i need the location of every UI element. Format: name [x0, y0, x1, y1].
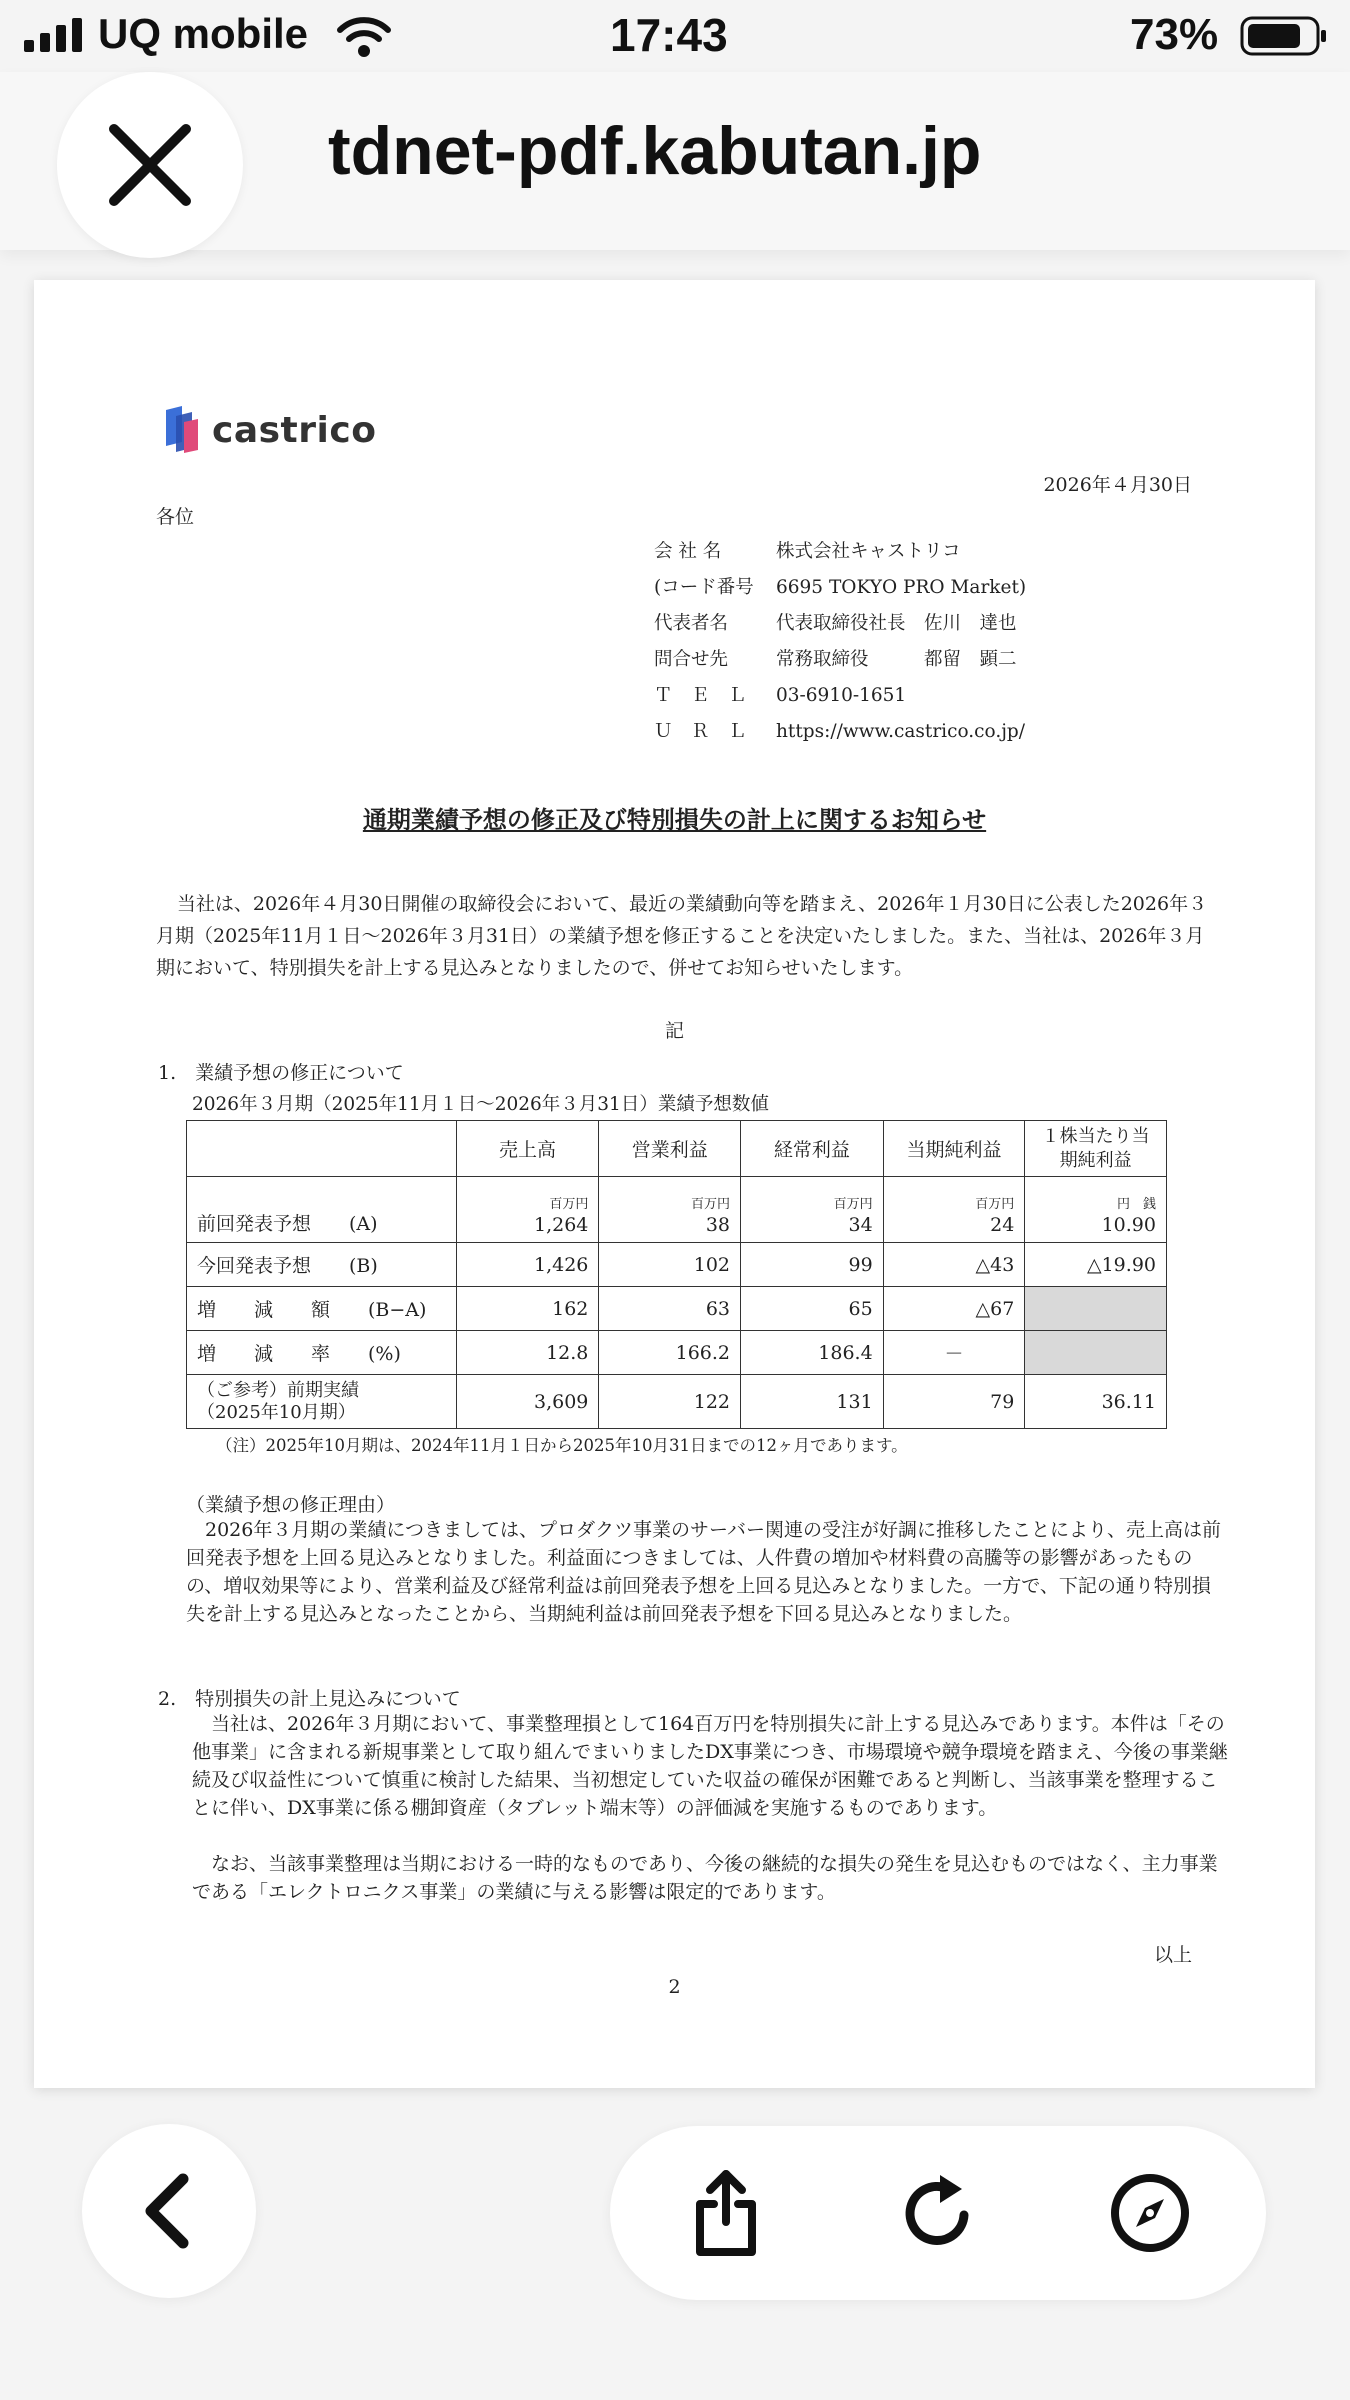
unit-label: 百万円: [549, 1197, 589, 1212]
table-header: 売上高: [456, 1121, 599, 1177]
table-row: [187, 1287, 1167, 1331]
battery-icon: [1240, 16, 1328, 56]
safari-button[interactable]: [1100, 2163, 1200, 2263]
share-button[interactable]: [676, 2163, 776, 2263]
pdf-page[interactable]: [34, 280, 1315, 2088]
company-value: 6695 TOKYO PRO Market): [776, 577, 1027, 598]
table-header: [187, 1121, 457, 1177]
back-icon: [139, 2171, 199, 2251]
closing-mark: 以上: [1153, 1944, 1192, 1966]
table-cell-shaded: [1025, 1331, 1167, 1375]
compass-icon: [1108, 2171, 1192, 2255]
table-note: （注）2025年10月期は、2024年11月１日から2025年10月31日までの12ヶ月であります。: [216, 1436, 908, 1455]
company-info: [654, 534, 1026, 750]
table-cell-shaded: [1025, 1287, 1167, 1331]
page-url: tdnet-pdf.kabutan.jp: [328, 113, 982, 189]
share-icon: [686, 2168, 766, 2258]
cell-value: 34: [848, 1214, 873, 1236]
close-icon: [108, 123, 192, 207]
back-button[interactable]: [82, 2124, 256, 2298]
browser-header: [0, 72, 1350, 250]
cell-value: 10.90: [1101, 1214, 1156, 1236]
company-value: 代表取締役社長 佐川 達也: [776, 613, 1017, 634]
carrier-name: UQ mobile: [98, 10, 309, 57]
ki-marker: 記: [664, 1020, 684, 1042]
table-cell: [741, 1177, 884, 1243]
company-label: Ｕ Ｒ Ｌ: [654, 721, 747, 742]
table-cell: △43: [883, 1243, 1025, 1287]
table-header: 当期純利益: [883, 1121, 1025, 1177]
status-bar: [0, 0, 1350, 72]
battery-percent: 73%: [1130, 10, 1219, 59]
table-header-text: １株当たり当期純利益: [1041, 1125, 1150, 1171]
company-logo: [162, 406, 376, 454]
row-label: （ご参考）前期実績 （2025年10月期）: [187, 1375, 457, 1429]
table-cell: △19.90: [1025, 1243, 1167, 1287]
unit-label: 円 銭: [1116, 1197, 1156, 1212]
row-label: 増 減 額 (B−A): [187, 1287, 457, 1331]
unit-label: 百万円: [975, 1197, 1015, 1212]
table-cell: 79: [883, 1375, 1025, 1429]
cell-value: 38: [705, 1214, 731, 1236]
table-header: 経常利益: [741, 1121, 884, 1177]
company-label: 代表者名: [654, 613, 729, 634]
cell-value: 1,264: [533, 1214, 589, 1236]
reason-paragraph: 2026年３月期の業績につきましては、プロダクツ事業のサーバー関連の受注が好調に推移したことにより、売上高は前回発表予想を上回る見込みとなりました。利益面につきましては、人件費の増加や材料費の高騰等の影響があったものの、増収効果等により、営業利益及び経常利益は前回発表予想を上回る見込みとなりました。一方で、下記の通り特別損失を計上する見込みとなったことから、当期純利益は前回発表予想を下回る見込みとなりました。: [186, 1519, 1222, 1625]
table-cell: －: [883, 1331, 1025, 1375]
table-cell: 99: [741, 1243, 884, 1287]
page-number: 2: [668, 1976, 681, 1998]
table-cell: 102: [599, 1243, 741, 1287]
section1-heading: 1. 業績予想の修正について: [158, 1062, 404, 1084]
row-label: 前回発表予想 (A): [187, 1177, 457, 1243]
unit-label: 百万円: [833, 1197, 873, 1212]
section1-subheading: 2026年３月期（2025年11月１日～2026年３月31日）業績予想数値: [192, 1094, 769, 1115]
intro-paragraph: 当社は、2026年４月30日開催の取締役会において、最近の業績動向等を踏まえ、2026年１月30日に公表した2026年３月期（2025年11月１日～2026年３月31日）の業績予想を修正することを決定いたしました。また、当社は、2026年３月期において、特別損失を計上する見込みとなりましたので、併せてお知らせいたします。: [156, 893, 1208, 979]
table-cell: 36.11: [1025, 1375, 1167, 1429]
table-cell: 3,609: [456, 1375, 599, 1429]
table-cell: 65: [741, 1287, 884, 1331]
company-label: 問合せ先: [654, 649, 729, 670]
row-label: 増 減 率 (%): [187, 1331, 457, 1375]
section2-paragraph-2: なお、当該事業整理は当期における一時的なものであり、今後の継続的な損失の発生を見込むものではなく、主力事業である「エレクトロニクス事業」の業績に与える影響は限定的であります。: [192, 1853, 1218, 1903]
company-label: (コード番号: [654, 577, 754, 598]
document-title: 通期業績予想の修正及び特別損失の計上に関するお知らせ: [362, 806, 987, 834]
document-date: 2026年４月30日: [1043, 474, 1192, 496]
table-cell: 63: [599, 1287, 741, 1331]
cell-value: 24: [990, 1214, 1015, 1236]
table-row: [187, 1177, 1167, 1243]
table-cell: △67: [883, 1287, 1025, 1331]
logo-text: castrico: [212, 409, 377, 451]
reason-heading: （業績予想の修正理由）: [186, 1494, 396, 1516]
clock: 17:43: [610, 9, 728, 61]
table-cell: 1,426: [456, 1243, 599, 1287]
forecast-table: [186, 1120, 1167, 1429]
wifi-icon: [336, 16, 392, 58]
unit-label: 百万円: [691, 1197, 731, 1212]
recipient: 各位: [156, 506, 195, 528]
table-row: [187, 1331, 1167, 1375]
company-value: 03-6910-1651: [776, 685, 907, 706]
table-cell: 12.8: [456, 1331, 599, 1375]
company-label: Ｔ Ｅ Ｌ: [654, 685, 747, 706]
table-row: [187, 1375, 1167, 1429]
table-cell: 131: [741, 1375, 884, 1429]
table-cell: 162: [456, 1287, 599, 1331]
section2-paragraph: 当社は、2026年３月期において、事業整理損として164百万円を特別損失に計上する見込みであります。本件は「その他事業」に含まれる新規事業として取り組んでまいりましたDX事業につき、市場環境や競争環境を踏まえ、今後の事業継続及び収益性について慎重に検討した結果、当初想定していた収益の確保が困難であると判断し、当該事業を整理することに伴い、DX事業に係る棚卸資産（タブレット端末等）の評価減を実施するものであります。: [192, 1713, 1228, 1819]
action-toolbar: [610, 2126, 1266, 2300]
table-cell: 186.4: [741, 1331, 884, 1375]
cellular-signal-icon: [24, 18, 84, 52]
table-cell: [1025, 1177, 1167, 1243]
table-cell: 122: [599, 1375, 741, 1429]
table-header-row: [187, 1121, 1167, 1177]
castrico-logo-icon: [162, 406, 202, 454]
company-value: 株式会社キャストリコ: [776, 541, 961, 562]
table-row: [187, 1243, 1167, 1287]
section2-heading: 2. 特別損失の計上見込みについて: [158, 1688, 461, 1710]
table-cell: 166.2: [599, 1331, 741, 1375]
table-header: 営業利益: [599, 1121, 741, 1177]
table-cell: [456, 1177, 599, 1243]
close-button[interactable]: [57, 72, 243, 258]
company-value: 常務取締役 都留 顕二: [776, 649, 1017, 670]
company-url[interactable]: https://www.castrico.co.jp/: [776, 721, 1026, 742]
table-header: [1025, 1121, 1167, 1177]
reload-button[interactable]: [888, 2163, 988, 2263]
company-label: 会 社 名: [654, 541, 722, 562]
table-cell: [599, 1177, 741, 1243]
row-label: 今回発表予想 (B): [187, 1243, 457, 1287]
table-cell: [883, 1177, 1025, 1243]
reload-icon: [898, 2173, 978, 2253]
